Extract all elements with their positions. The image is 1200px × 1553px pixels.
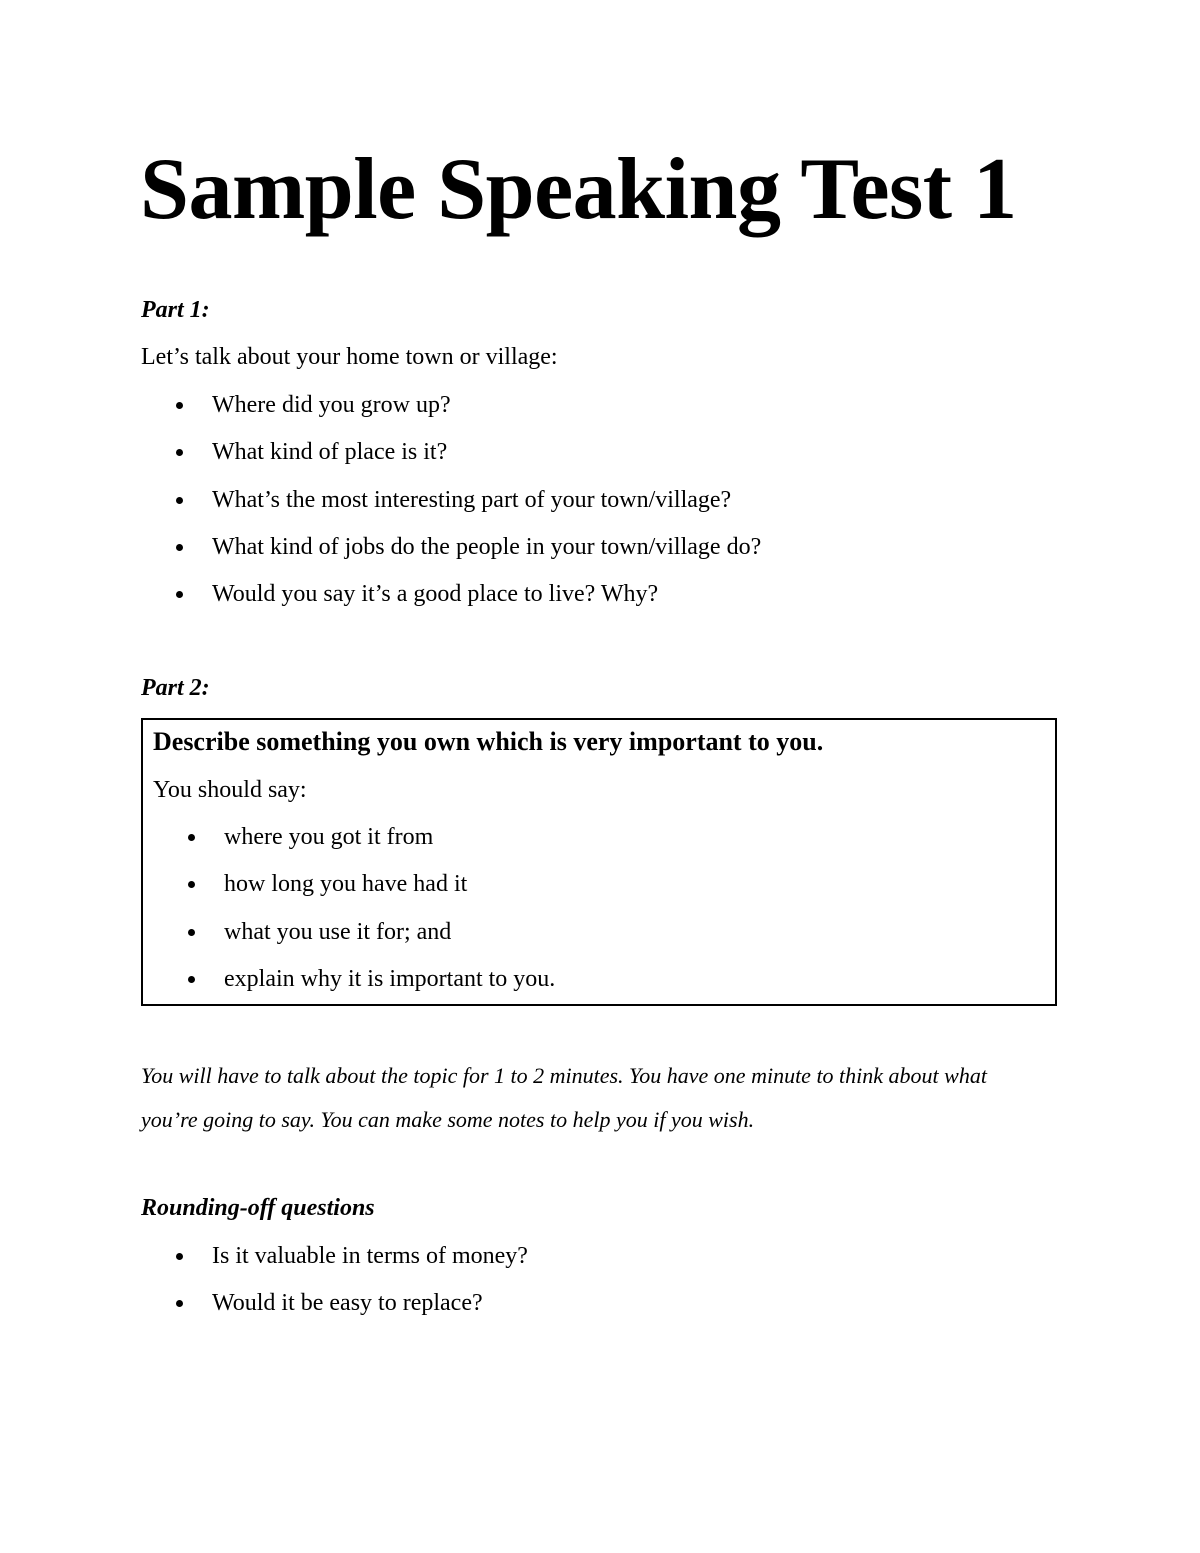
- list-item-text: Where did you grow up?: [212, 392, 451, 418]
- list-item: [141, 390, 761, 437]
- bullet-icon: [176, 1253, 183, 1260]
- list-item-text: What’s the most interesting part of your town/village?: [212, 486, 732, 513]
- cue-card: [141, 718, 1057, 1006]
- page-title: Sample Speaking Test 1: [140, 141, 1017, 238]
- list-item-text: where you got it from: [224, 824, 434, 850]
- list-item: [141, 579, 761, 626]
- list-item: [141, 1241, 528, 1288]
- list-item-text: how long you have had it: [224, 871, 468, 898]
- list-item: [153, 917, 555, 964]
- bullet-icon: [188, 929, 195, 936]
- list-item: [153, 869, 555, 916]
- bullet-icon: [176, 544, 183, 551]
- bullet-icon: [188, 834, 195, 841]
- cue-card-title: Describe something you own which is very important to you.: [153, 727, 824, 756]
- list-item: [141, 532, 761, 579]
- cue-card-subtitle: You should say:: [153, 777, 307, 803]
- list-item: [141, 1288, 528, 1335]
- bullet-icon: [176, 591, 183, 598]
- part2-instructions: You will have to talk about the topic for 1 to 2 minutes. You have one minute to think about what you’re going to say. You can make some notes to help you if you wish.: [141, 1063, 987, 1132]
- part1-question-list: [141, 390, 761, 626]
- rounding-off-heading: Rounding-off questions: [141, 1195, 375, 1221]
- list-item-text: Is it valuable in terms of money?: [212, 1243, 528, 1269]
- bullet-icon: [188, 881, 195, 888]
- list-item-text: explain why it is important to you.: [224, 965, 556, 992]
- cue-card-point-list: [153, 822, 555, 1011]
- bullet-icon: [176, 449, 183, 456]
- part1-heading: Part 1:: [141, 297, 210, 323]
- bullet-icon: [176, 497, 183, 504]
- rounding-off-question-list: [141, 1241, 528, 1336]
- list-item: [153, 822, 555, 869]
- list-item-text: what you use it for; and: [224, 918, 452, 945]
- list-item: [141, 437, 761, 484]
- list-item-text: What kind of jobs do the people in your town/village do?: [212, 533, 762, 560]
- list-item: [153, 964, 555, 1011]
- bullet-icon: [176, 402, 183, 409]
- list-item-text: Would you say it’s a good place to live? Why?: [212, 581, 659, 608]
- bullet-icon: [188, 976, 195, 983]
- part2-heading: Part 2:: [141, 675, 210, 701]
- list-item-text: Would it be easy to replace?: [212, 1290, 483, 1317]
- bullet-icon: [176, 1300, 183, 1307]
- list-item: [141, 485, 761, 532]
- part1-intro: Let’s talk about your home town or village:: [141, 344, 558, 370]
- list-item-text: What kind of place is it?: [212, 439, 448, 466]
